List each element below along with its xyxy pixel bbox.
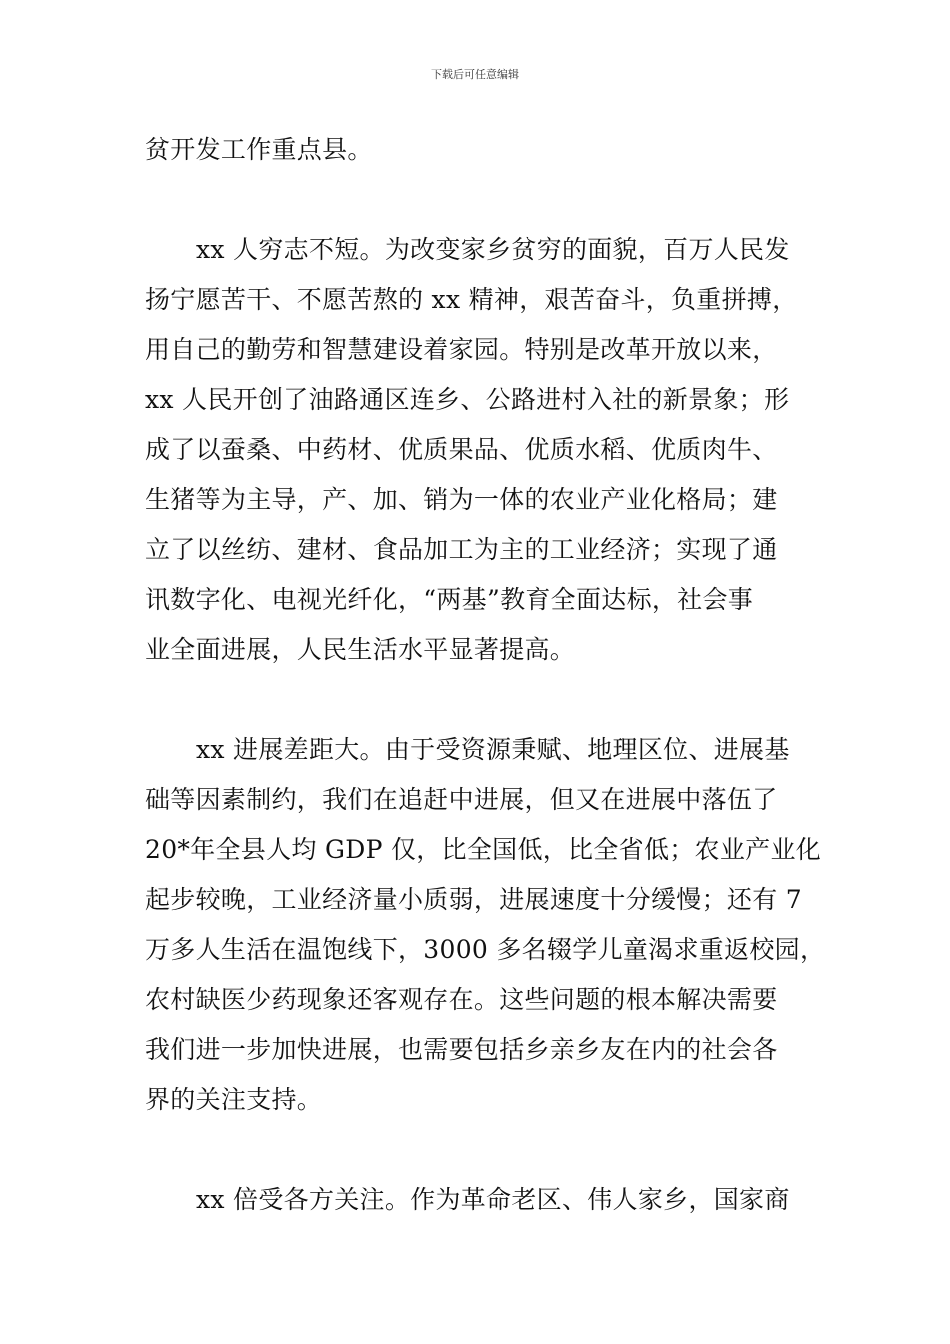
- page-header: 下载后可任意编辑: [431, 68, 519, 81]
- text-line: 生猪等为主导，产、加、销为一体的农业产业化格局；建: [145, 485, 778, 514]
- text-line: 起步较晚，工业经济量小质弱，进展速度十分缓慢；还有 7: [145, 885, 802, 914]
- text-line: 成了以蚕桑、中药材、优质果品、优质水稻、优质肉牛、: [145, 435, 778, 464]
- text-line: xx 人民开创了油路通区连乡、公路进村入社的新景象；形: [145, 385, 790, 414]
- text-line: 础等因素制约，我们在追赶中进展，但又在进展中落伍了: [145, 785, 778, 814]
- text-line: 我们进一步加快进展，也需要包括乡亲乡友在内的社会各: [145, 1035, 778, 1064]
- text-line: 扬宁愿苦干、不愿苦熬的 xx 精神，艰苦奋斗，负重拼搏，: [145, 285, 798, 314]
- text-line: 20*年全县人均 GDP 仅，比全国低，比全省低；农业产业化: [145, 835, 822, 864]
- text-line: xx 进展差距大。由于受资源秉赋、地理区位、进展基: [196, 735, 790, 764]
- text-line: 万多人生活在温饱线下，3000 多名辍学儿童渴求重返校园，: [145, 935, 826, 964]
- text-line: 立了以丝纺、建材、食品加工为主的工业经济；实现了通: [145, 535, 778, 564]
- text-line: 贫开发工作重点县。: [145, 135, 373, 164]
- text-line: xx 倍受各方关注。作为革命老区、伟人家乡，国家商: [196, 1185, 790, 1214]
- text-line: 讯数字化、电视光纤化，“两基”教育全面达标，社会事: [145, 585, 754, 614]
- text-line: 农村缺医少药现象还客观存在。这些问题的根本解决需要: [145, 985, 778, 1014]
- text-line: 界的关注支持。: [145, 1085, 323, 1114]
- text-line: 业全面进展，人民生活水平显著提高。: [145, 635, 576, 664]
- text-line: 用自己的勤劳和智慧建设着家园。特别是改革开放以来，: [145, 335, 778, 364]
- text-line: xx 人穷志不短。为改变家乡贫穷的面貌，百万人民发: [196, 235, 790, 264]
